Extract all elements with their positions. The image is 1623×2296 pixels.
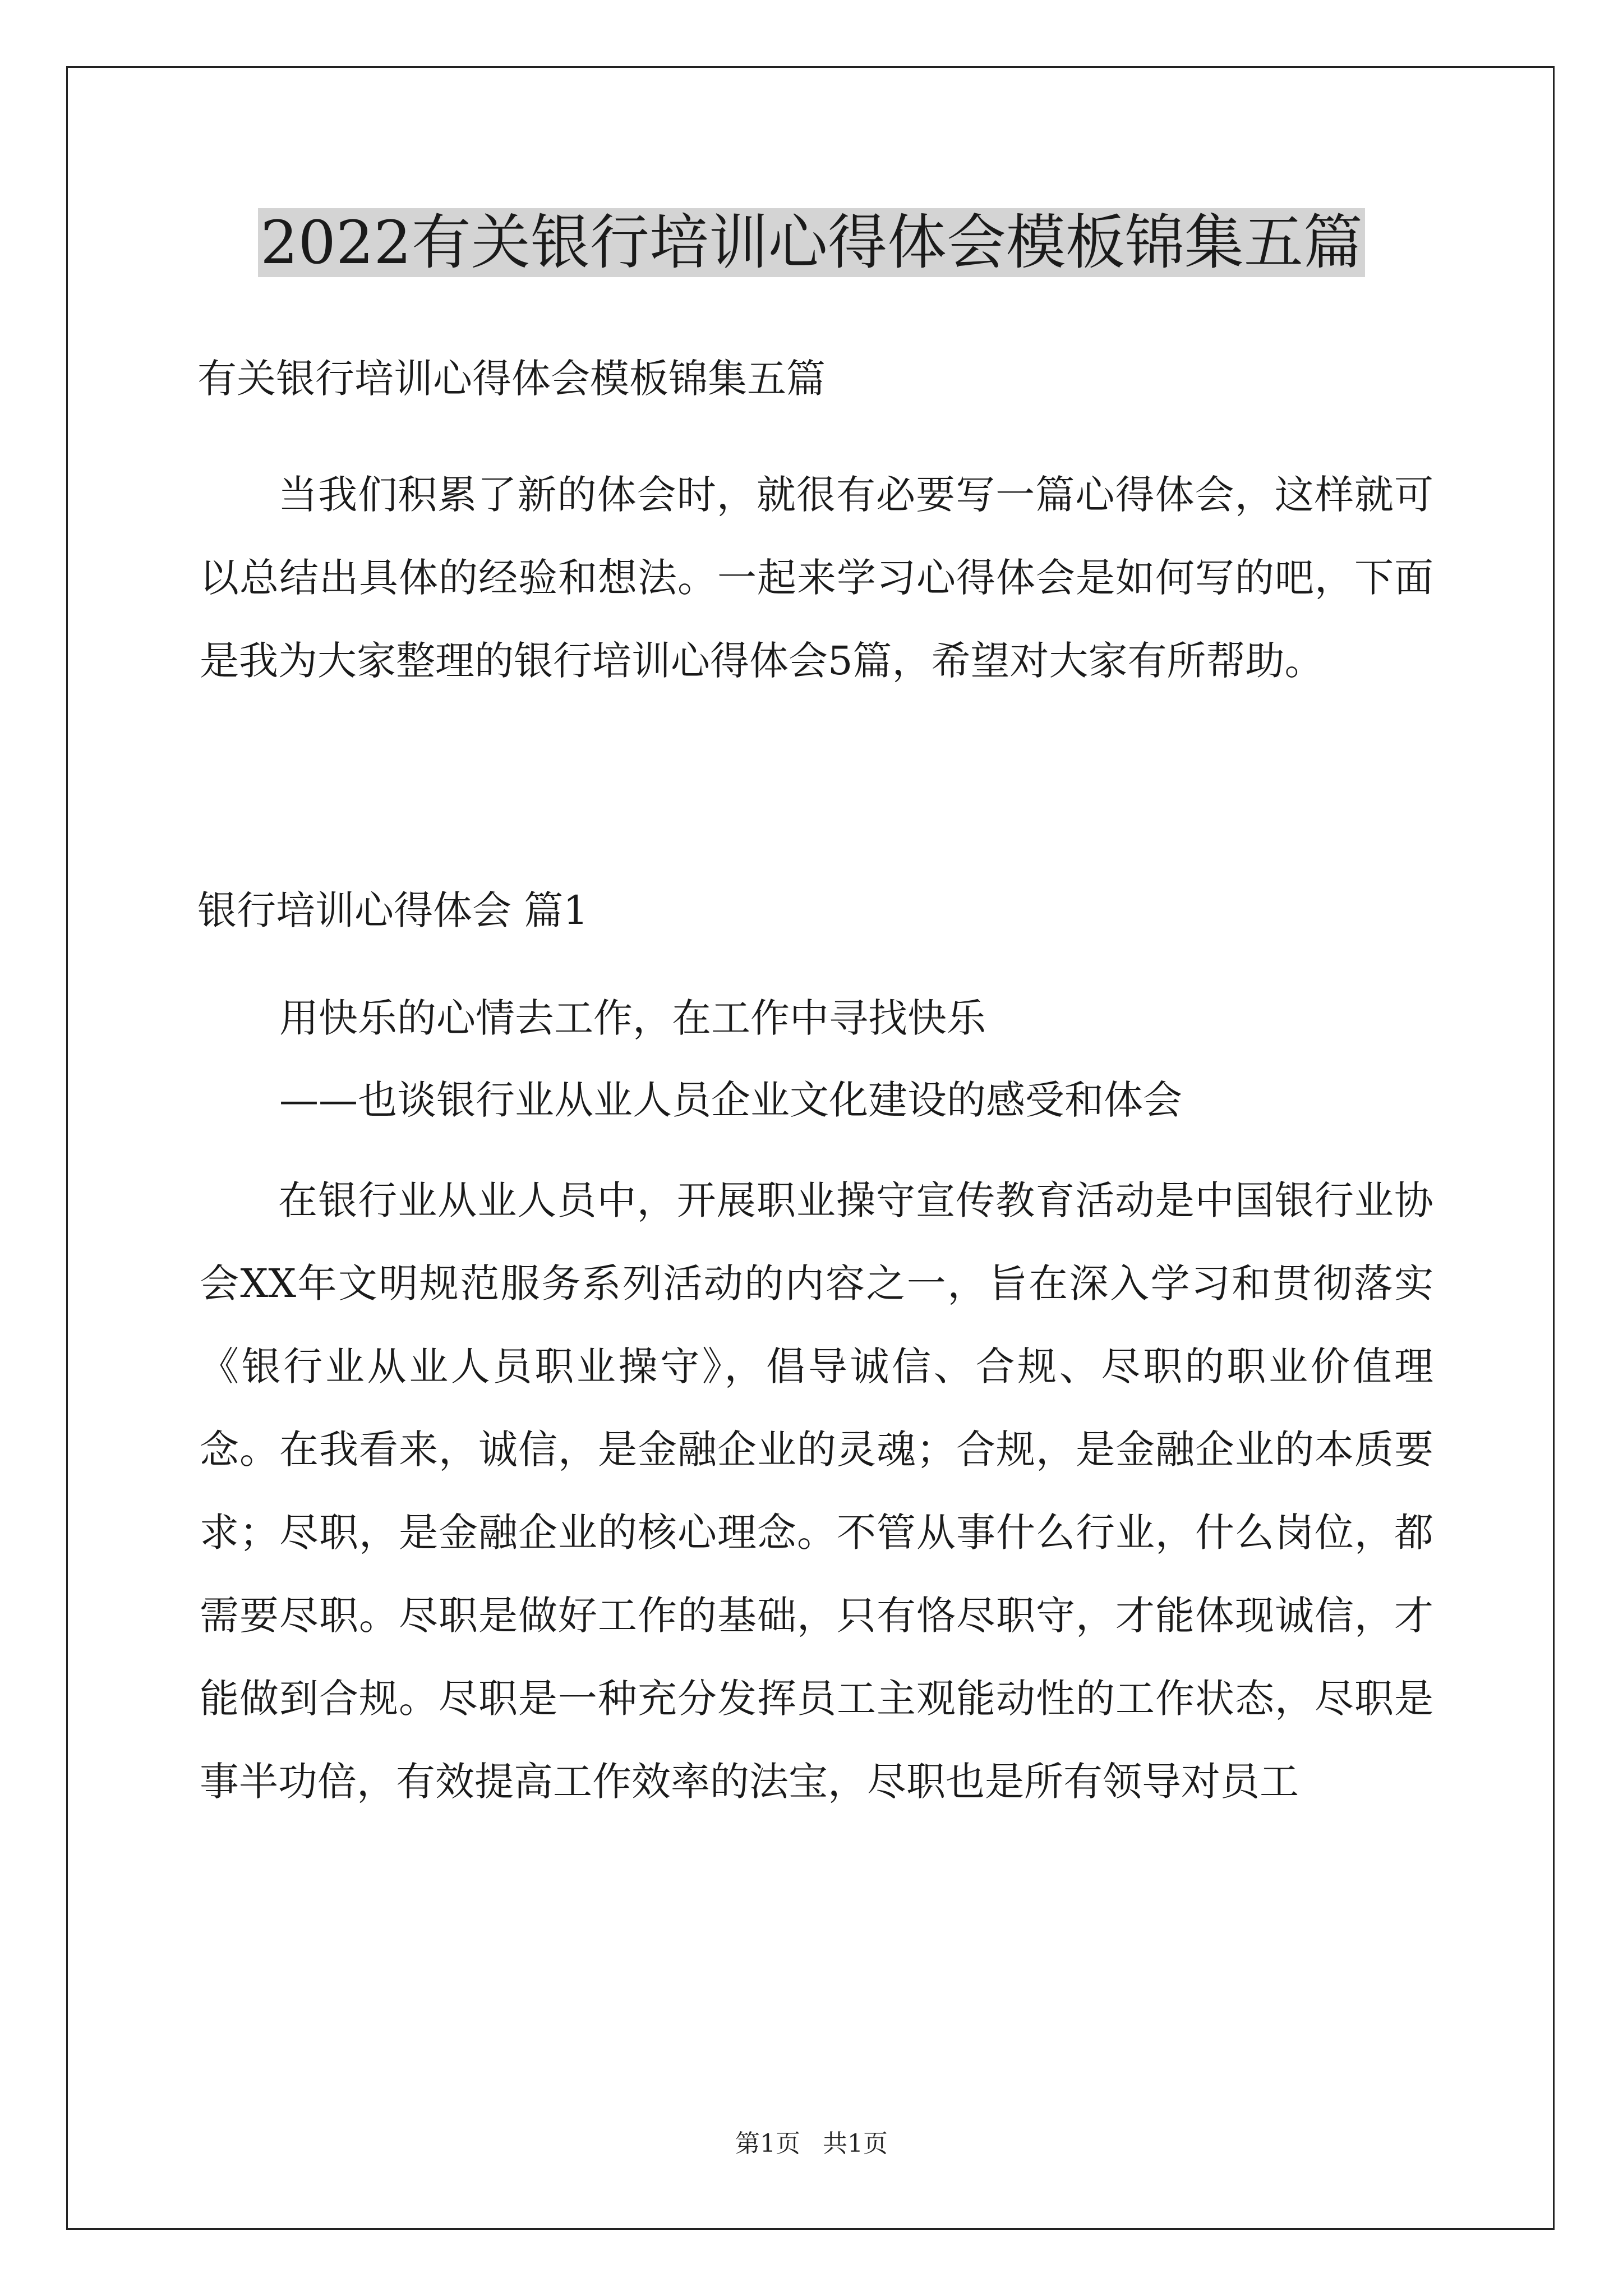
intro-paragraph: 当我们积累了新的体会时，就很有必要写一篇心得体会，这样就可以总结出具体的经验和想法。一起来学习心得体会是如何写的吧，下面是我为大家整理的银行培训心得体会5篇，希望对大家有所帮助。 (200, 472, 1433, 684)
page-footer (0, 2127, 1623, 2161)
document-subtitle: 有关银行培训心得体会模板锦集五篇 (197, 356, 826, 402)
document-title-text: 2022有关银行培训心得体会模板锦集五篇 (258, 208, 1365, 277)
document-title (0, 206, 1623, 279)
article-title: 用快乐的心情去工作，在工作中寻找快乐 (279, 995, 986, 1041)
article-subtitle: ——也谈银行业从业人员企业文化建设的感受和体会 (279, 1077, 1182, 1123)
page-total: 共1页 (823, 2129, 888, 2158)
body-paragraph: 在银行业从业人员中，开展职业操守宣传教育活动是中国银行业协会XX年文明规范服务系列活动的内容之一，旨在深入学习和贯彻落实《银行业从业人员职业操守》，倡导诚信、合规、尽职的职业价值理念。在我看来，诚信，是金融企业的灵魂；合规，是金融企业的本质要求；尽职，是金融企业的核心理念。不管从事什么行业，什么岗位，都需要尽职。尽职是做好工作的基础，只有恪尽职守，才能体现诚信，才能做到合规。尽职是一种充分发挥员工主观能动性的工作状态，尽职是事半功倍，有效提高工作效率的法宝，尽职也是所有领导对员工 (200, 1177, 1433, 1805)
section-heading: 银行培训心得体会 篇1 (197, 887, 588, 933)
page-number: 第1页 (735, 2129, 800, 2158)
